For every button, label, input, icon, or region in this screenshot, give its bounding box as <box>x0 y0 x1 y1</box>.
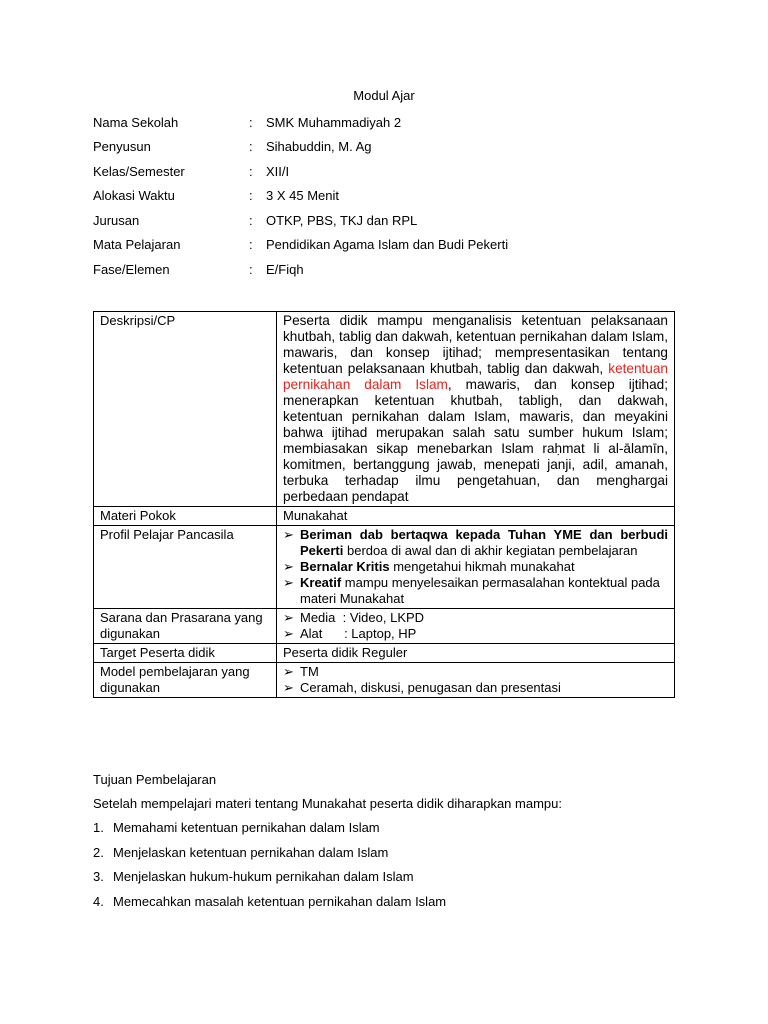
list-item <box>93 869 673 894</box>
goal-number: 2. <box>93 844 104 860</box>
table-row <box>94 663 675 698</box>
module-table <box>93 311 675 698</box>
model-label: Model pembelajaran yang digunakan <box>94 663 277 698</box>
info-label: Alokasi Waktu <box>93 188 175 204</box>
info-value: SMK Muhammadiyah 2 <box>266 114 402 130</box>
target-value: Peserta didik Reguler <box>277 644 675 663</box>
goal-text: Menjelaskan ketentuan pernikahan dalam Islam <box>113 844 389 860</box>
info-label: Fase/Elemen <box>93 261 170 277</box>
info-label: Mata Pelajaran <box>93 237 181 253</box>
info-label: Jurusan <box>93 212 140 228</box>
info-value: 3 X 45 Menit <box>266 188 339 204</box>
arrow-bullet-icon: ➢ <box>283 527 294 542</box>
materi-label: Materi Pokok <box>94 507 277 526</box>
sarana-item-text: Alat : Laptop, HP <box>300 626 417 641</box>
info-row <box>93 110 673 135</box>
list-item <box>283 680 668 696</box>
profil-label: Profil Pelajar Pancasila <box>94 526 277 609</box>
info-row <box>93 184 673 209</box>
info-colon: : <box>249 237 253 253</box>
deskripsi-text-part1: Peserta didik mampu menganalisis ketentuan pelaksanaan khutbah, tablig dan dakwah, ketentuan pernikahan dalam Islam, mawaris, dan konsep ijtihad; mempresentasikan tentang ketentuan pelaksanaan khutbah, tablig dan dakwah, <box>283 313 668 376</box>
goals-intro: Setelah mempelajari materi tentang Munakahat peserta didik diharapkan mampu: <box>93 796 562 811</box>
page-title: Modul Ajar <box>353 88 415 103</box>
info-row <box>93 233 673 258</box>
learning-goals <box>93 772 673 918</box>
model-item-text: TM <box>300 664 319 679</box>
deskripsi-text-part2: , mawaris, dan konsep ijtihad; menerapkan ketentuan khutbah, tabligh, dan dakwah, ketentuan pernikahan dalam Islam, mawaris, dan meyakini bahwa ijtihad merupakan salah satu sumber hukum Islam; membiasakan sikap menebarkan Islam raḥmat li al-ālamīn, komitmen, bertanggung jawab, menepati janji, adil, amanah, terbuka terhadap ilmu pengetahuan, dan menghargai perbedaan pendapat <box>283 377 668 504</box>
deskripsi-highlight: ketentuan pernikahan dalam Islam <box>283 361 668 392</box>
deskripsi-value <box>277 312 675 507</box>
list-item <box>283 610 668 626</box>
table-row <box>94 644 675 663</box>
list-item <box>93 820 673 845</box>
info-label: Nama Sekolah <box>93 114 179 130</box>
list-item <box>93 845 673 870</box>
list-item <box>283 575 668 607</box>
info-colon: : <box>249 163 253 179</box>
info-row <box>93 135 673 160</box>
list-item <box>283 527 668 559</box>
arrow-bullet-icon: ➢ <box>283 610 294 625</box>
info-value: OTKP, PBS, TKJ dan RPL <box>266 212 418 228</box>
list-item <box>283 559 668 575</box>
info-colon: : <box>249 188 253 204</box>
goal-text: Menjelaskan hukum-hukum pernikahan dalam Islam <box>113 869 414 884</box>
profil-value <box>277 526 675 609</box>
list-item <box>283 664 668 680</box>
deskripsi-label: Deskripsi/CP <box>94 312 277 507</box>
info-colon: : <box>249 261 253 277</box>
profil-item-bold: Bernalar Kritis <box>300 559 390 574</box>
model-list <box>283 664 668 696</box>
arrow-bullet-icon: ➢ <box>283 680 294 695</box>
info-label: Penyusun <box>93 139 151 155</box>
info-value: E/Fiqh <box>266 261 304 277</box>
materi-value: Munakahat <box>277 507 675 526</box>
info-label: Kelas/Semester <box>93 163 185 179</box>
table-row <box>94 312 675 507</box>
sarana-item-text: Media : Video, LKPD <box>300 610 425 625</box>
info-colon: : <box>249 212 253 228</box>
table-row <box>94 507 675 526</box>
goals-heading: Tujuan Pembelajaran <box>93 772 217 787</box>
info-value: Sihabuddin, M. Ag <box>266 139 372 155</box>
list-item <box>93 894 673 919</box>
table-row <box>94 526 675 609</box>
sarana-value <box>277 609 675 644</box>
list-item <box>283 626 668 642</box>
goal-number: 1. <box>93 820 104 835</box>
info-value: XII/I <box>266 163 290 179</box>
info-colon: : <box>249 114 253 130</box>
arrow-bullet-icon: ➢ <box>283 559 294 574</box>
info-row <box>93 208 673 233</box>
arrow-bullet-icon: ➢ <box>283 626 294 641</box>
arrow-bullet-icon: ➢ <box>283 664 294 679</box>
model-value <box>277 663 675 698</box>
profil-item-text: mampu menyelesaikan permasalahan kontektual pada materi Munakahat <box>300 575 660 606</box>
sarana-label: Sarana dan Prasarana yang digunakan <box>94 609 277 644</box>
profil-item-bold: Kreatif <box>300 575 342 590</box>
info-row <box>93 257 673 282</box>
table-row <box>94 609 675 644</box>
profil-item-bold: Beriman dab bertaqwa kepada Tuhan YME dan berbudi Pekerti <box>300 527 668 558</box>
goal-number: 3. <box>93 869 104 884</box>
sarana-list <box>283 610 668 642</box>
info-row <box>93 159 673 184</box>
profil-item-text: berdoa di awal dan di akhir kegiatan pembelajaran <box>343 543 638 558</box>
model-item-text: Ceramah, diskusi, penugasan dan presentasi <box>300 680 561 695</box>
profil-list <box>283 527 668 607</box>
module-info <box>93 110 673 282</box>
target-label: Target Peserta didik <box>94 644 277 663</box>
info-value: Pendidikan Agama Islam dan Budi Pekerti <box>266 237 509 253</box>
goal-text: Memahami ketentuan pernikahan dalam Islam <box>113 820 380 835</box>
arrow-bullet-icon: ➢ <box>283 575 294 590</box>
goal-text: Memecahkan masalah ketentuan pernikahan dalam Islam <box>113 893 447 909</box>
profil-item-text: mengetahui hikmah munakahat <box>389 559 575 574</box>
info-colon: : <box>249 139 253 155</box>
goal-number: 4. <box>93 893 104 909</box>
